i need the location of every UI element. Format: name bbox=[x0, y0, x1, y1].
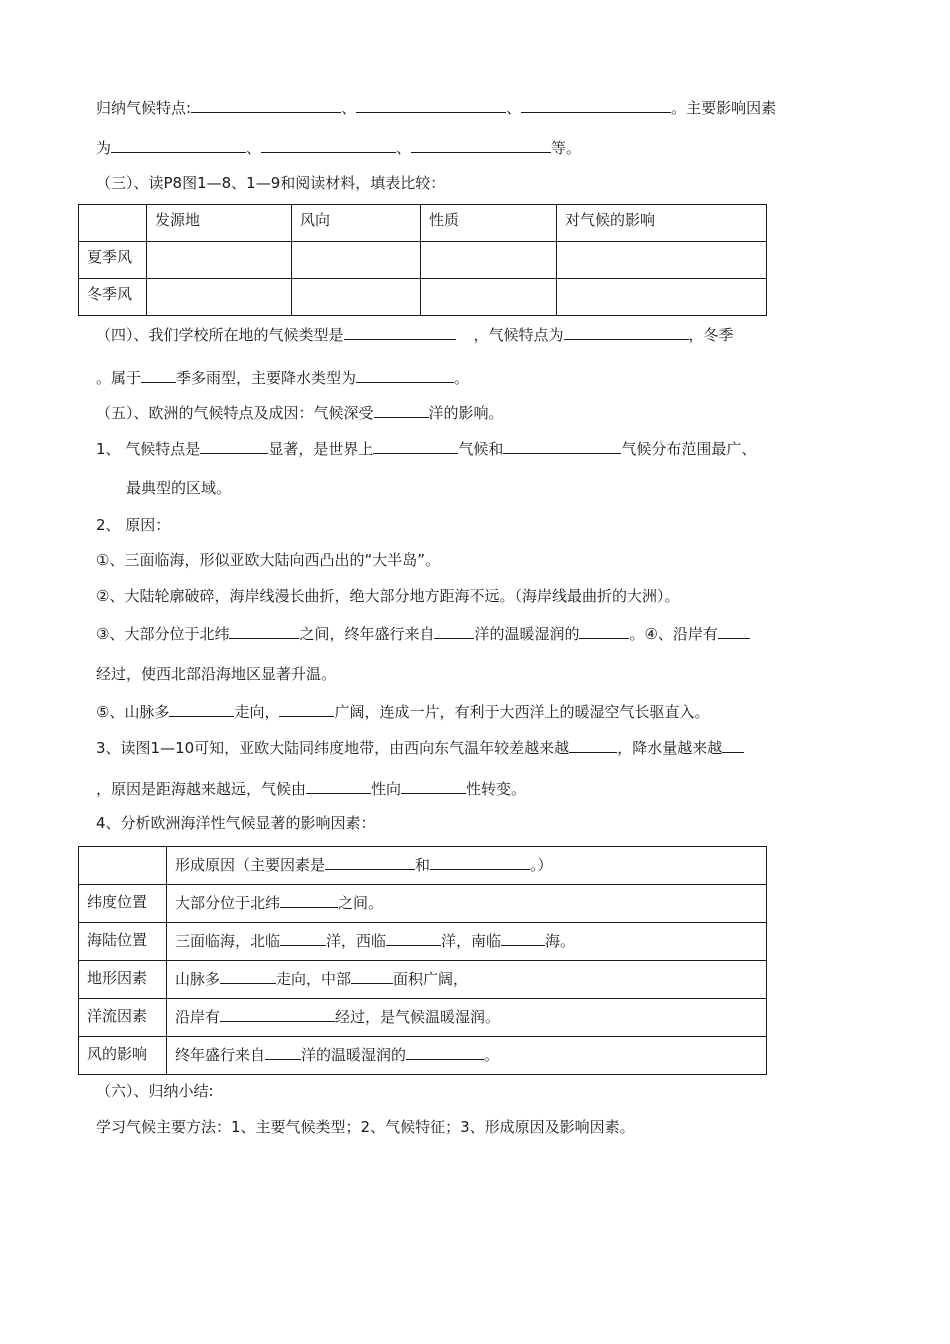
monsoon-comparison-table bbox=[78, 204, 767, 316]
blank-field[interactable] bbox=[279, 700, 334, 717]
row-label: 地形因素 bbox=[79, 961, 167, 999]
table-row bbox=[79, 885, 767, 923]
section-4-line-2: 。属于 季多雨型，主要降水类型为 。 bbox=[96, 366, 469, 388]
section-6-heading: （六）、归纳小结: bbox=[96, 1082, 214, 1100]
item-1-line: 1、 气候特点是 显著，是世界上 气候和 气候分布范围最广、 bbox=[96, 437, 756, 459]
answer-cell[interactable] bbox=[557, 279, 767, 316]
table-row bbox=[79, 279, 767, 316]
blank-field[interactable] bbox=[374, 401, 429, 418]
item-1-continuation: 最典型的区域。 bbox=[126, 479, 232, 497]
row-label: 洋流因素 bbox=[79, 999, 167, 1037]
blank-field[interactable] bbox=[191, 96, 341, 113]
item-3-line: 3、读图1—10可知，亚欧大陆同纬度地带，由西向东气温年较差越来越 ，降水量越来越 bbox=[96, 736, 744, 758]
blank-field[interactable] bbox=[280, 929, 326, 946]
table-cell bbox=[79, 205, 147, 242]
blank-field[interactable] bbox=[579, 622, 629, 639]
blank-field[interactable] bbox=[265, 1043, 301, 1060]
blank-field[interactable] bbox=[111, 136, 246, 153]
blank-field[interactable] bbox=[411, 136, 551, 153]
blank-field[interactable] bbox=[430, 853, 530, 870]
answer-cell[interactable] bbox=[292, 242, 421, 279]
table-header-cell: 形成原因（主要因素是 和 。） bbox=[167, 847, 767, 885]
table-cell: 大部分位于北纬 之间。 bbox=[167, 885, 767, 923]
blank-field[interactable] bbox=[401, 777, 466, 794]
europe-climate-factors-table bbox=[78, 846, 767, 1075]
blank-field[interactable] bbox=[169, 700, 234, 717]
reason-5-line: ⑤、山脉多 走向， 广阔，连成一片，有利于大西洋上的暖湿空气长驱直入。 bbox=[96, 700, 709, 722]
blank-field[interactable] bbox=[261, 136, 396, 153]
table-header-row bbox=[79, 205, 767, 242]
reason-3-line: ③、大部分位于北纬 之间，终年盛行来自 洋的温暖湿润的 。④、沿岸有 bbox=[96, 622, 750, 644]
section-4-line: （四）、我们学校所在地的气候类型是 ，气候特点为 ，冬季 bbox=[96, 323, 734, 345]
answer-cell[interactable] bbox=[292, 279, 421, 316]
table-header-cell: 对气候的影响 bbox=[557, 205, 767, 242]
blank-field[interactable] bbox=[521, 96, 671, 113]
blank-field[interactable] bbox=[564, 323, 689, 340]
table-cell: 沿岸有 经过，是气候温暖湿润。 bbox=[167, 999, 767, 1037]
blank-field[interactable] bbox=[501, 929, 545, 946]
item-2-heading: 2、 原因： bbox=[96, 516, 171, 534]
blank-field[interactable] bbox=[406, 1043, 484, 1060]
table-row bbox=[79, 242, 767, 279]
blank-field[interactable] bbox=[718, 622, 750, 639]
blank-field[interactable] bbox=[220, 1005, 335, 1022]
table-row bbox=[79, 923, 767, 961]
answer-cell[interactable] bbox=[557, 242, 767, 279]
blank-field[interactable] bbox=[200, 437, 268, 454]
row-label: 纬度位置 bbox=[79, 885, 167, 923]
blank-field[interactable] bbox=[503, 437, 621, 454]
blank-field[interactable] bbox=[344, 323, 456, 340]
table-cell: 山脉多 走向，中部 面积广阔， bbox=[167, 961, 767, 999]
table-row bbox=[79, 999, 767, 1037]
blank-field[interactable] bbox=[306, 777, 371, 794]
blank-field[interactable] bbox=[722, 736, 744, 753]
item-4-heading: 4、分析欧洲海洋性气候显著的影响因素： bbox=[96, 814, 376, 832]
blank-field[interactable] bbox=[356, 96, 506, 113]
table-cell: 终年盛行来自 洋的温暖湿润的 。 bbox=[167, 1037, 767, 1075]
blank-field[interactable] bbox=[325, 853, 415, 870]
table-header-row bbox=[79, 847, 767, 885]
blank-field[interactable] bbox=[280, 891, 338, 908]
reason-2: ②、大陆轮廓破碎，海岸线漫长曲折，绝大部分地方距海不远。（海岸线最曲折的大洲）。 bbox=[96, 587, 680, 605]
summary-line: 学习气候主要方法：1、主要气候类型；2、气候特征；3、形成原因及影响因素。 bbox=[96, 1118, 635, 1136]
row-label: 海陆位置 bbox=[79, 923, 167, 961]
section-5-heading: （五）、欧洲的气候特点及成因：气候深受 洋的影响。 bbox=[96, 401, 504, 423]
reason-4-continuation: 经过，使西北部沿海地区显著升温。 bbox=[96, 665, 337, 683]
row-label: 夏季风 bbox=[79, 242, 147, 279]
section-3-heading: （三）、读P8图1—8、1—9和阅读材料，填表比较： bbox=[96, 174, 446, 192]
climate-features-line: 归纳气候特点: 、 、 。主要影响因素 bbox=[96, 96, 776, 118]
item-3-continuation: ，原因是距海越来越远，气候由 性向 性转变。 bbox=[96, 777, 526, 799]
blank-field[interactable] bbox=[569, 736, 617, 753]
row-label: 风的影响 bbox=[79, 1037, 167, 1075]
table-row bbox=[79, 961, 767, 999]
blank-field[interactable] bbox=[434, 622, 474, 639]
answer-cell[interactable] bbox=[421, 279, 557, 316]
factors-line: 为 、 、 等。 bbox=[96, 136, 581, 158]
table-cell bbox=[79, 847, 167, 885]
answer-cell[interactable] bbox=[147, 242, 292, 279]
table-header-cell: 风向 bbox=[292, 205, 421, 242]
blank-field[interactable] bbox=[356, 366, 454, 383]
table-row bbox=[79, 1037, 767, 1075]
table-cell: 三面临海，北临 洋，西临 洋，南临 海。 bbox=[167, 923, 767, 961]
blank-field[interactable] bbox=[229, 622, 299, 639]
blank-field[interactable] bbox=[373, 437, 458, 454]
blank-field[interactable] bbox=[141, 366, 176, 383]
blank-field[interactable] bbox=[386, 929, 441, 946]
blank-field[interactable] bbox=[220, 967, 276, 984]
reason-1: ①、三面临海，形似亚欧大陆向西凸出的“大半岛”。 bbox=[96, 551, 440, 569]
table-header-cell: 发源地 bbox=[147, 205, 292, 242]
row-label: 冬季风 bbox=[79, 279, 147, 316]
blank-field[interactable] bbox=[351, 967, 393, 984]
table-header-cell: 性质 bbox=[421, 205, 557, 242]
answer-cell[interactable] bbox=[147, 279, 292, 316]
answer-cell[interactable] bbox=[421, 242, 557, 279]
